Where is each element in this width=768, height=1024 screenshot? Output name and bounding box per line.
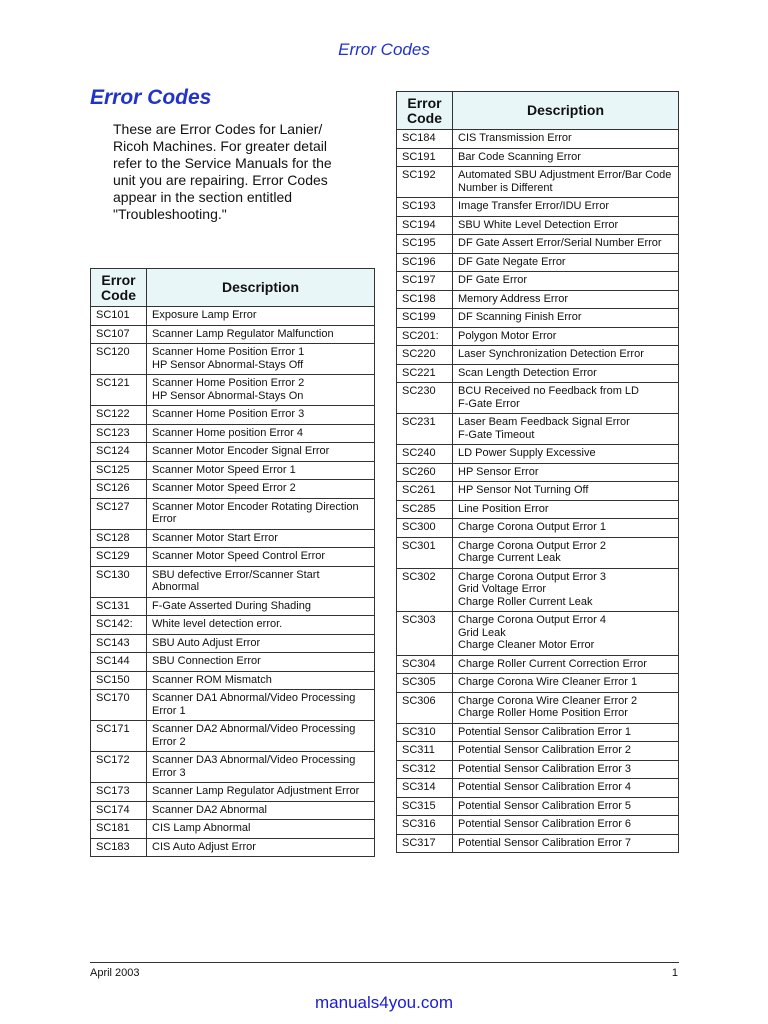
table-row bbox=[397, 500, 679, 519]
error-code-cell: SC144 bbox=[91, 653, 147, 672]
error-description-cell: Polygon Motor Error bbox=[453, 327, 679, 346]
error-description-cell: Scanner Lamp Regulator Adjustment Error bbox=[147, 783, 375, 802]
error-code-cell: SC170 bbox=[91, 690, 147, 721]
error-code-cell: SC303 bbox=[397, 612, 453, 656]
error-description-cell: Image Transfer Error/IDU Error bbox=[453, 198, 679, 217]
error-code-cell: SC196 bbox=[397, 253, 453, 272]
error-code-cell: SC221 bbox=[397, 364, 453, 383]
table-row bbox=[91, 634, 375, 653]
table-row bbox=[91, 801, 375, 820]
page-number: 1 bbox=[671, 967, 678, 979]
table-row bbox=[397, 235, 679, 254]
error-code-cell: SC129 bbox=[91, 548, 147, 567]
table-row bbox=[91, 838, 375, 857]
error-code-cell: SC193 bbox=[397, 198, 453, 217]
error-code-cell: SC201: bbox=[397, 327, 453, 346]
error-description-cell: Scanner DA2 Abnormal bbox=[147, 801, 375, 820]
error-description-cell: Memory Address Error bbox=[453, 290, 679, 309]
error-description-cell: Scanner DA3 Abnormal/Video Processing Error 3 bbox=[147, 752, 375, 783]
table-row bbox=[397, 742, 679, 761]
error-code-cell: SC240 bbox=[397, 445, 453, 464]
table-row bbox=[91, 653, 375, 672]
error-description-cell: Exposure Lamp Error bbox=[147, 307, 375, 326]
table-row bbox=[397, 797, 679, 816]
error-code-cell: SC142: bbox=[91, 616, 147, 635]
error-codes-table-left bbox=[90, 268, 375, 857]
error-code-cell: SC184 bbox=[397, 130, 453, 149]
error-code-cell: SC285 bbox=[397, 500, 453, 519]
error-code-cell: SC314 bbox=[397, 779, 453, 798]
error-description-cell: Potential Sensor Calibration Error 2 bbox=[453, 742, 679, 761]
error-code-cell: SC300 bbox=[397, 519, 453, 538]
table-row bbox=[91, 375, 375, 406]
error-description-cell: Scanner Home Position Error 3 bbox=[147, 406, 375, 425]
error-code-cell: SC231 bbox=[397, 414, 453, 445]
error-description-cell: Laser Synchronization Detection Error bbox=[453, 346, 679, 365]
error-code-cell: SC198 bbox=[397, 290, 453, 309]
table-row bbox=[397, 216, 679, 235]
table-row bbox=[91, 820, 375, 839]
table-row bbox=[397, 779, 679, 798]
error-code-cell: SC194 bbox=[397, 216, 453, 235]
table-row bbox=[397, 834, 679, 853]
table-row bbox=[91, 498, 375, 529]
table-row bbox=[397, 327, 679, 346]
error-description-cell: Scanner Motor Start Error bbox=[147, 529, 375, 548]
table-row bbox=[91, 597, 375, 616]
watermark: manuals4you.com bbox=[315, 993, 453, 1012]
error-code-cell: SC131 bbox=[91, 597, 147, 616]
error-code-cell: SC173 bbox=[91, 783, 147, 802]
error-code-cell: SC305 bbox=[397, 674, 453, 693]
table-row bbox=[397, 309, 679, 328]
error-description-cell: Automated SBU Adjustment Error/Bar Code Number is Different bbox=[453, 167, 679, 198]
footer-date: April 2003 bbox=[90, 967, 140, 979]
column-header-description: Description bbox=[147, 269, 375, 307]
error-code-cell: SC181 bbox=[91, 820, 147, 839]
error-description-cell: HP Sensor Error bbox=[453, 463, 679, 482]
table-row bbox=[397, 445, 679, 464]
error-description-cell: BCU Received no Feedback from LD F-Gate Error bbox=[453, 383, 679, 414]
error-description-cell: DF Gate Assert Error/Serial Number Error bbox=[453, 235, 679, 254]
error-code-cell: SC195 bbox=[397, 235, 453, 254]
error-code-cell: SC172 bbox=[91, 752, 147, 783]
error-description-cell: Laser Beam Feedback Signal Error F-Gate Timeout bbox=[453, 414, 679, 445]
error-description-cell: White level detection error. bbox=[147, 616, 375, 635]
error-code-cell: SC316 bbox=[397, 816, 453, 835]
table-row bbox=[91, 566, 375, 597]
error-description-cell: Potential Sensor Calibration Error 1 bbox=[453, 723, 679, 742]
table-row bbox=[397, 692, 679, 723]
table-row bbox=[397, 148, 679, 167]
error-description-cell: Scanner Motor Encoder Rotating Direction Error bbox=[147, 498, 375, 529]
error-description-cell: Charge Corona Wire Cleaner Error 1 bbox=[453, 674, 679, 693]
error-description-cell: Charge Roller Current Correction Error bbox=[453, 655, 679, 674]
table-row bbox=[91, 344, 375, 375]
error-code-cell: SC174 bbox=[91, 801, 147, 820]
error-description-cell: SBU White Level Detection Error bbox=[453, 216, 679, 235]
error-description-cell: Scanner Motor Speed Control Error bbox=[147, 548, 375, 567]
error-description-cell: Scanner Motor Speed Error 2 bbox=[147, 480, 375, 499]
table-row bbox=[91, 406, 375, 425]
error-code-cell: SC107 bbox=[91, 325, 147, 344]
error-description-cell: F-Gate Asserted During Shading bbox=[147, 597, 375, 616]
column-header-code: Error Code bbox=[397, 92, 453, 130]
error-description-cell: DF Gate Error bbox=[453, 272, 679, 291]
error-code-cell: SC197 bbox=[397, 272, 453, 291]
column-header-code: Error Code bbox=[91, 269, 147, 307]
error-code-cell: SC302 bbox=[397, 568, 453, 612]
error-code-cell: SC171 bbox=[91, 721, 147, 752]
error-description-cell: Scanner DA1 Abnormal/Video Processing Error 1 bbox=[147, 690, 375, 721]
table-row bbox=[397, 482, 679, 501]
column-header-description: Description bbox=[453, 92, 679, 130]
error-code-cell: SC125 bbox=[91, 461, 147, 480]
error-description-cell: SBU Auto Adjust Error bbox=[147, 634, 375, 653]
error-description-cell: CIS Lamp Abnormal bbox=[147, 820, 375, 839]
table-row bbox=[397, 463, 679, 482]
error-codes-table-right bbox=[396, 91, 679, 853]
footer-divider bbox=[90, 962, 679, 963]
table-row bbox=[397, 253, 679, 272]
table-row bbox=[397, 519, 679, 538]
error-description-cell: Scanner Home Position Error 1 HP Sensor Abnormal-Stays Off bbox=[147, 344, 375, 375]
error-description-cell: Scanner Home Position Error 2 HP Sensor Abnormal-Stays On bbox=[147, 375, 375, 406]
error-code-cell: SC128 bbox=[91, 529, 147, 548]
error-description-cell: Charge Corona Output Error 4 Grid Leak Charge Cleaner Motor Error bbox=[453, 612, 679, 656]
table-row bbox=[91, 461, 375, 480]
table-row bbox=[397, 364, 679, 383]
error-description-cell: Scan Length Detection Error bbox=[453, 364, 679, 383]
error-code-cell: SC130 bbox=[91, 566, 147, 597]
table-row bbox=[91, 480, 375, 499]
error-code-cell: SC312 bbox=[397, 760, 453, 779]
table-row bbox=[91, 443, 375, 462]
error-description-cell: CIS Auto Adjust Error bbox=[147, 838, 375, 857]
error-code-cell: SC191 bbox=[397, 148, 453, 167]
error-description-cell: Charge Corona Output Error 1 bbox=[453, 519, 679, 538]
table-row bbox=[91, 671, 375, 690]
table-row bbox=[397, 674, 679, 693]
error-code-cell: SC127 bbox=[91, 498, 147, 529]
error-code-cell: SC122 bbox=[91, 406, 147, 425]
error-description-cell: DF Scanning Finish Error bbox=[453, 309, 679, 328]
table-row bbox=[91, 424, 375, 443]
table-row bbox=[91, 307, 375, 326]
table-row bbox=[397, 816, 679, 835]
error-code-cell: SC317 bbox=[397, 834, 453, 853]
table-row bbox=[91, 783, 375, 802]
error-description-cell: Charge Corona Output Error 2 Charge Current Leak bbox=[453, 537, 679, 568]
table-row bbox=[397, 760, 679, 779]
table-row bbox=[397, 130, 679, 149]
error-description-cell: Scanner DA2 Abnormal/Video Processing Error 2 bbox=[147, 721, 375, 752]
error-description-cell: Potential Sensor Calibration Error 4 bbox=[453, 779, 679, 798]
error-description-cell: Potential Sensor Calibration Error 3 bbox=[453, 760, 679, 779]
error-description-cell: Scanner Motor Encoder Signal Error bbox=[147, 443, 375, 462]
table-row bbox=[397, 346, 679, 365]
table-row bbox=[397, 723, 679, 742]
error-description-cell: CIS Transmission Error bbox=[453, 130, 679, 149]
error-code-cell: SC183 bbox=[91, 838, 147, 857]
table-row bbox=[397, 414, 679, 445]
error-description-cell: Potential Sensor Calibration Error 6 bbox=[453, 816, 679, 835]
error-code-cell: SC121 bbox=[91, 375, 147, 406]
error-code-cell: SC192 bbox=[397, 167, 453, 198]
table-row bbox=[397, 272, 679, 291]
error-description-cell: LD Power Supply Excessive bbox=[453, 445, 679, 464]
error-description-cell: Charge Corona Wire Cleaner Error 2 Charge Roller Home Position Error bbox=[453, 692, 679, 723]
table-row bbox=[397, 167, 679, 198]
error-code-cell: SC124 bbox=[91, 443, 147, 462]
table-row bbox=[91, 325, 375, 344]
error-code-cell: SC304 bbox=[397, 655, 453, 674]
intro-paragraph: These are Error Codes for Lanier/ Ricoh Machines. For greater detail refer to the Service Manuals for the unit you are repairing. Error Codes appear in the section entitled "Troubleshooting." bbox=[113, 121, 332, 222]
error-description-cell: HP Sensor Not Turning Off bbox=[453, 482, 679, 501]
table-row bbox=[397, 537, 679, 568]
error-code-cell: SC260 bbox=[397, 463, 453, 482]
error-description-cell: SBU defective Error/Scanner Start Abnormal bbox=[147, 566, 375, 597]
error-code-cell: SC101 bbox=[91, 307, 147, 326]
error-description-cell: Scanner Lamp Regulator Malfunction bbox=[147, 325, 375, 344]
table-row bbox=[91, 529, 375, 548]
error-description-cell: SBU Connection Error bbox=[147, 653, 375, 672]
error-code-cell: SC315 bbox=[397, 797, 453, 816]
error-code-cell: SC301 bbox=[397, 537, 453, 568]
error-description-cell: Scanner ROM Mismatch bbox=[147, 671, 375, 690]
error-code-cell: SC126 bbox=[91, 480, 147, 499]
error-description-cell: Scanner Motor Speed Error 1 bbox=[147, 461, 375, 480]
table-row bbox=[397, 568, 679, 612]
error-description-cell: Potential Sensor Calibration Error 7 bbox=[453, 834, 679, 853]
error-code-cell: SC220 bbox=[397, 346, 453, 365]
table-row bbox=[397, 383, 679, 414]
error-code-cell: SC123 bbox=[91, 424, 147, 443]
error-description-cell: Bar Code Scanning Error bbox=[453, 148, 679, 167]
page-header-title: Error Codes bbox=[338, 40, 430, 59]
error-code-cell: SC143 bbox=[91, 634, 147, 653]
section-title: Error Codes bbox=[90, 86, 212, 109]
error-description-cell: Potential Sensor Calibration Error 5 bbox=[453, 797, 679, 816]
table-row bbox=[91, 721, 375, 752]
table-row bbox=[91, 616, 375, 635]
error-code-cell: SC311 bbox=[397, 742, 453, 761]
error-code-cell: SC199 bbox=[397, 309, 453, 328]
error-code-cell: SC310 bbox=[397, 723, 453, 742]
table-row bbox=[91, 690, 375, 721]
error-code-cell: SC230 bbox=[397, 383, 453, 414]
table-row bbox=[91, 752, 375, 783]
table-row bbox=[397, 612, 679, 656]
table-row bbox=[397, 198, 679, 217]
error-code-cell: SC150 bbox=[91, 671, 147, 690]
error-description-cell: DF Gate Negate Error bbox=[453, 253, 679, 272]
table-row bbox=[397, 655, 679, 674]
error-description-cell: Scanner Home position Error 4 bbox=[147, 424, 375, 443]
table-row bbox=[397, 290, 679, 309]
error-description-cell: Charge Corona Output Error 3 Grid Voltage Error Charge Roller Current Leak bbox=[453, 568, 679, 612]
error-code-cell: SC261 bbox=[397, 482, 453, 501]
error-code-cell: SC120 bbox=[91, 344, 147, 375]
table-row bbox=[91, 548, 375, 567]
error-code-cell: SC306 bbox=[397, 692, 453, 723]
error-description-cell: Line Position Error bbox=[453, 500, 679, 519]
